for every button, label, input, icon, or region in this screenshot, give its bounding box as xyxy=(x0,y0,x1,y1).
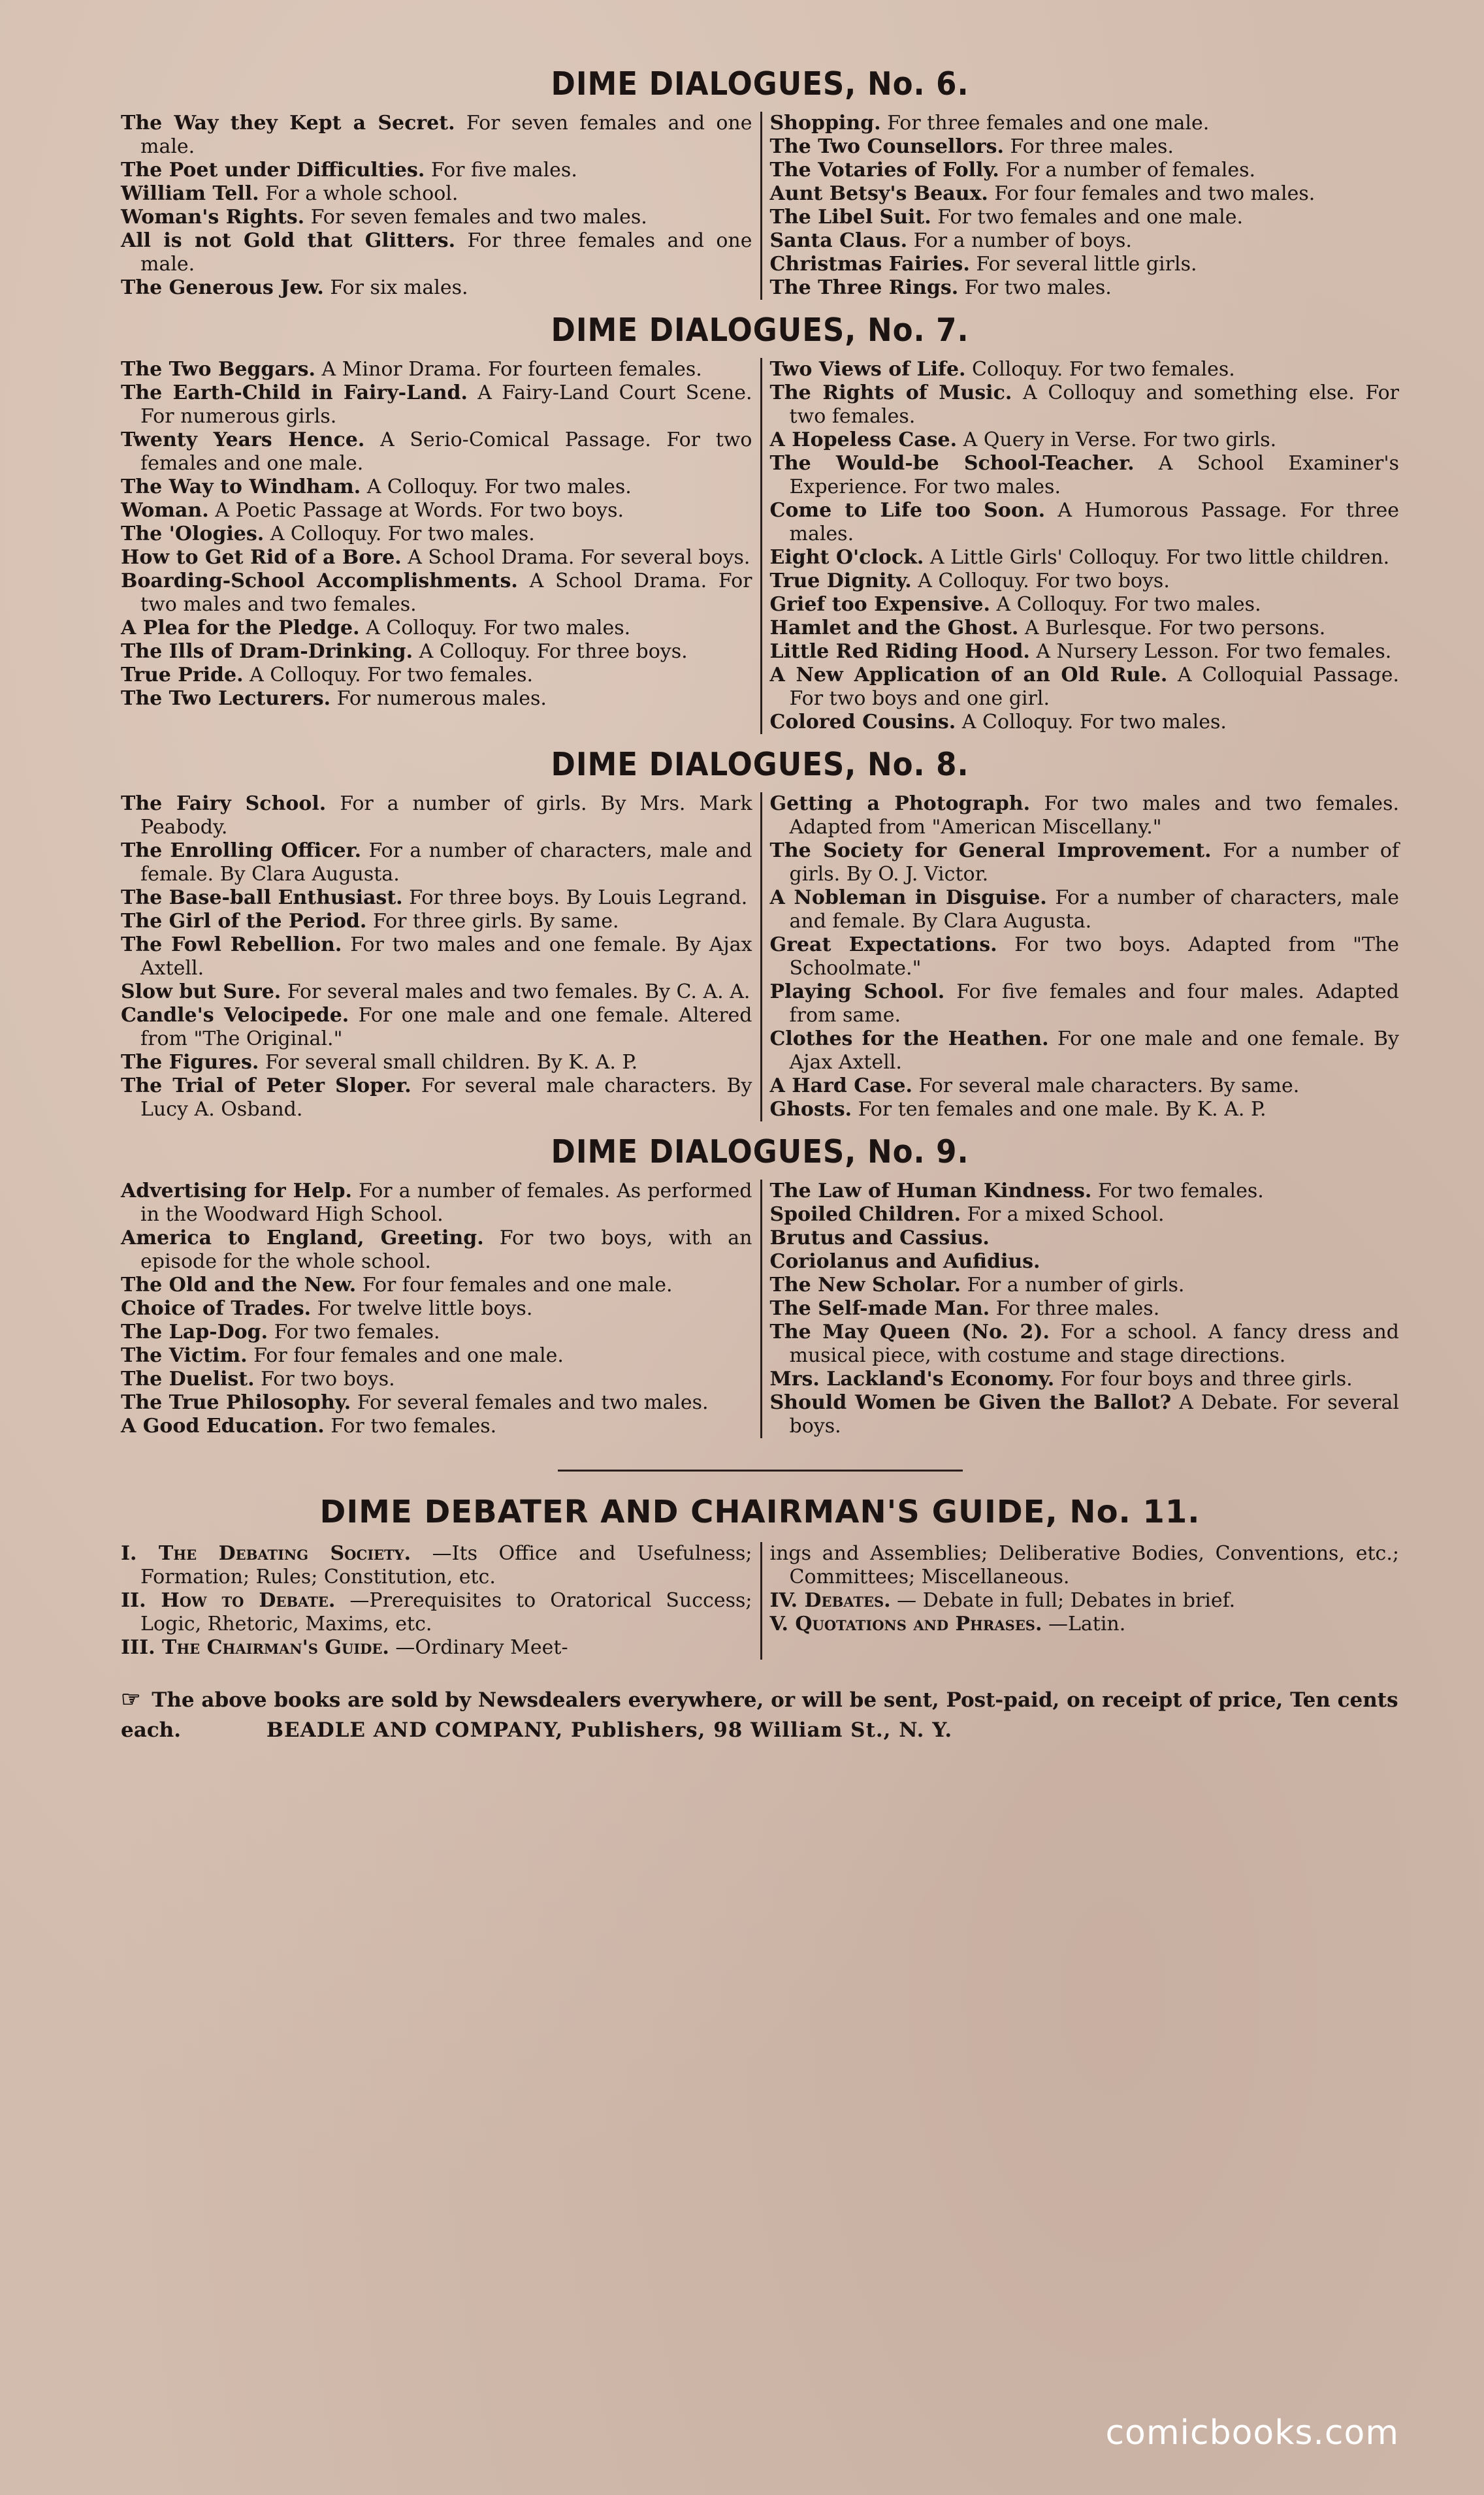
entry-description: For a number of females. xyxy=(1005,159,1256,182)
catalog-entry xyxy=(121,664,752,687)
debater-section xyxy=(121,1494,1399,1660)
entry-title: Slow but Sure. xyxy=(121,980,282,1003)
catalog-entry xyxy=(770,1589,1400,1613)
catalog-entry xyxy=(770,1227,1400,1250)
entry-description: For a number of girls. xyxy=(967,1274,1185,1296)
catalog-entry xyxy=(121,475,752,499)
entry-description: For two females. xyxy=(331,1415,497,1438)
catalog-entry xyxy=(770,1203,1400,1227)
left-column xyxy=(121,112,760,300)
entry-title: All is not Gold that Glitters. xyxy=(121,229,456,252)
publisher-line: BEADLE AND COMPANY, Publishers, 98 William St., N. Y. xyxy=(266,1718,953,1742)
entry-title: Christmas Fairies. xyxy=(769,253,970,276)
entry-title: The Base-ball Enthusiast. xyxy=(121,886,403,909)
entry-description: Colloquy. For two females. xyxy=(972,358,1235,381)
catalog-entry xyxy=(770,839,1400,886)
right-column xyxy=(760,792,1400,1121)
entry-description: A Colloquy. For two females. xyxy=(250,664,534,686)
entry-description: For several males and two females. By C. A. A. xyxy=(287,980,750,1003)
catalog-entry xyxy=(770,358,1400,381)
entry-description: A Poetic Passage at Words. For two boys. xyxy=(215,499,624,522)
entry-title: Great Expectations. xyxy=(769,933,997,956)
entry-title: The Would-be School-Teacher. xyxy=(769,452,1135,475)
entry-description: For a number of girls. By Mrs. Mark Peabody. xyxy=(140,792,752,839)
catalog-entry xyxy=(770,1321,1400,1368)
entry-description: For six males. xyxy=(330,276,468,299)
entry-title: The Three Rings. xyxy=(769,276,959,299)
entry-description: For two boys. xyxy=(261,1368,395,1391)
catalog-entry xyxy=(121,229,752,276)
catalog-entry xyxy=(770,159,1400,182)
catalog-entry xyxy=(770,253,1400,276)
entry-description: For several male characters. By Lucy A. Osband. xyxy=(140,1074,752,1121)
catalog-entry xyxy=(121,1321,752,1344)
entry-title: Woman. xyxy=(121,499,209,522)
entry-description: For a mixed School. xyxy=(967,1203,1165,1226)
catalog-entry xyxy=(770,1368,1400,1391)
entry-title: Ghosts. xyxy=(769,1098,852,1121)
catalog-entry xyxy=(770,640,1400,664)
entry-title: The Lap-Dog. xyxy=(121,1321,268,1344)
entry-description: A Colloquy. For two males. xyxy=(366,617,631,639)
catalog-entry xyxy=(770,1542,1400,1589)
catalog-entry xyxy=(770,1613,1400,1636)
left-column xyxy=(121,1180,760,1438)
entry-description: For twelve little boys. xyxy=(317,1297,533,1320)
catalog-entry xyxy=(121,933,752,980)
entry-title: The Two Lecturers. xyxy=(121,687,331,710)
catalog-entry xyxy=(121,1368,752,1391)
section-title: DIME DIALOGUES, No. 7. xyxy=(551,312,969,349)
catalog-entry xyxy=(121,1391,752,1415)
catalog-entry xyxy=(770,182,1400,206)
entry-title: How to Get Rid of a Bore. xyxy=(121,546,402,569)
catalog-entry xyxy=(770,1274,1400,1297)
entry-description: For four females and one male. xyxy=(362,1274,673,1296)
entry-title: The Libel Suit. xyxy=(769,206,931,229)
entry-description: A Fairy-Land Court Scene. For numerous girls. xyxy=(140,381,752,428)
entry-title: Choice of Trades. xyxy=(121,1297,312,1320)
site-watermark: comicbooks.com xyxy=(1105,2413,1399,2453)
catalog-entry xyxy=(770,428,1400,452)
entry-title: The New Scholar. xyxy=(769,1274,961,1296)
entry-title: Mrs. Lackland's Economy. xyxy=(769,1368,1055,1391)
entry-title: The Girl of the Period. xyxy=(121,910,367,933)
catalog-entry xyxy=(121,1004,752,1051)
entry-title: Hamlet and the Ghost. xyxy=(769,617,1019,639)
entry-title: III. The Chairman's Guide. xyxy=(121,1636,389,1659)
entry-title: The May Queen (No. 2). xyxy=(769,1321,1050,1344)
catalog-entry xyxy=(121,1297,752,1321)
catalog-entry xyxy=(121,206,752,229)
catalog-entry xyxy=(121,570,752,617)
section-title: DIME DIALOGUES, No. 8. xyxy=(551,746,969,783)
entry-description: For several male characters. By same. xyxy=(918,1074,1300,1097)
entry-description: A Minor Drama. For fourteen females. xyxy=(321,358,702,381)
debater-title: DIME DEBATER AND CHAIRMAN'S GUIDE, No. 11. xyxy=(319,1494,1201,1530)
entry-title: A Plea for the Pledge. xyxy=(121,617,360,639)
entry-title: America to England, Greeting. xyxy=(121,1227,484,1249)
entry-description: For three females and one male. xyxy=(887,112,1210,135)
entry-title: The Two Beggars. xyxy=(121,358,315,381)
footer-text: The above books are sold by Newsdealers everywhere, or will be sent, Post-paid, on receipt of price, Ten cents each. xyxy=(121,1688,1398,1742)
catalog-entry xyxy=(121,910,752,933)
entry-title: A Hard Case. xyxy=(769,1074,912,1097)
catalog-entry xyxy=(770,229,1400,253)
catalog-entry xyxy=(770,570,1400,593)
entry-description: For two females and one male. xyxy=(937,206,1244,229)
catalog-entry xyxy=(121,182,752,206)
entry-description: A School Drama. For two males and two females. xyxy=(140,570,752,616)
catalog-entry xyxy=(770,206,1400,229)
section-title: DIME DIALOGUES, No. 9. xyxy=(551,1133,969,1170)
catalog-entry xyxy=(121,112,752,159)
entry-title: The Way to Windham. xyxy=(121,475,361,498)
right-column xyxy=(760,1180,1400,1438)
entry-description: —Ordinary Meet- xyxy=(395,1636,568,1659)
catalog-entry xyxy=(121,546,752,570)
catalog-entry xyxy=(121,1344,752,1368)
dialogues-sections xyxy=(121,65,1399,1438)
catalog-entry xyxy=(121,1636,752,1660)
entry-title: William Tell. xyxy=(121,182,259,205)
catalog-entry xyxy=(770,1250,1400,1274)
left-column xyxy=(121,358,760,734)
entry-title: The Ills of Dram-Drinking. xyxy=(121,640,413,663)
entry-description: For one male and one female. Altered from "The Original." xyxy=(140,1004,752,1050)
entry-title: True Pride. xyxy=(121,664,244,686)
entry-title: Little Red Riding Hood. xyxy=(769,640,1030,663)
entry-description: A Colloquy. For two males. xyxy=(961,711,1227,733)
entry-title: The Fairy School. xyxy=(121,792,327,815)
section-columns xyxy=(121,112,1399,300)
catalog-entry xyxy=(770,933,1400,980)
entry-description: —Latin. xyxy=(1048,1613,1126,1635)
entry-title: A Good Education. xyxy=(121,1415,325,1438)
section-columns xyxy=(121,358,1399,734)
entry-title: The Trial of Peter Sloper. xyxy=(121,1074,411,1097)
footer-notice xyxy=(121,1684,1399,1745)
pointing-hand-icon: ☞ xyxy=(121,1686,141,1713)
catalog-entry xyxy=(121,617,752,640)
entry-description: For five males. xyxy=(430,159,577,182)
entry-title: The Duelist. xyxy=(121,1368,255,1391)
entry-description: For a number of characters, male and female. By Clara Augusta. xyxy=(140,839,752,886)
entry-title: Eight O'clock. xyxy=(769,546,924,569)
entry-title: Shopping. xyxy=(769,112,881,135)
entry-title: Colored Cousins. xyxy=(769,711,956,733)
entry-description: For four boys and three girls. xyxy=(1060,1368,1353,1391)
entry-title: I. The Debating Society. xyxy=(121,1542,411,1565)
entry-title: The Votaries of Folly. xyxy=(769,159,999,182)
entry-description: For several little girls. xyxy=(976,253,1197,276)
entry-description: A Serio-Comical Passage. For two females and one male. xyxy=(140,428,752,475)
entry-title: Twenty Years Hence. xyxy=(121,428,365,451)
entry-description: For several females and two males. xyxy=(357,1391,709,1414)
entry-title: Grief too Expensive. xyxy=(769,593,990,616)
catalog-entry xyxy=(770,112,1400,135)
catalog-entry xyxy=(121,1051,752,1074)
entry-description: A School Drama. For several boys. xyxy=(408,546,750,569)
entry-title: A Hopeless Case. xyxy=(769,428,958,451)
entry-description: ings and Assemblies; Deliberative Bodies, Conventions, etc.; Committees; Miscellaneous. xyxy=(769,1542,1399,1588)
catalog-entry xyxy=(121,523,752,546)
entry-title: The Generous Jew. xyxy=(121,276,324,299)
catalog-entry xyxy=(770,617,1400,640)
entry-title: The True Philosophy. xyxy=(121,1391,351,1414)
entry-description: For three girls. By same. xyxy=(372,910,619,933)
catalog-entry xyxy=(121,159,752,182)
entry-title: Spoiled Children. xyxy=(769,1203,961,1226)
catalog-entry xyxy=(121,381,752,428)
entry-description: For several small children. By K. A. P. xyxy=(265,1051,638,1074)
entry-description: For two males and one female. By Ajax Axtell. xyxy=(140,933,752,980)
catalog-entry xyxy=(770,546,1400,570)
entry-description: A Colloquy. For two boys. xyxy=(918,570,1170,592)
entry-title: The Two Counsellors. xyxy=(769,135,1004,158)
section-title: DIME DIALOGUES, No. 6. xyxy=(551,65,969,103)
catalog-entry xyxy=(121,640,752,664)
entry-description: For a whole school. xyxy=(265,182,459,205)
catalog-entry xyxy=(770,1391,1400,1438)
entry-title: A New Application of an Old Rule. xyxy=(769,664,1168,686)
catalog-entry xyxy=(121,1542,752,1589)
entry-title: Advertising for Help. xyxy=(121,1180,352,1202)
catalog-entry xyxy=(121,428,752,475)
entry-description: A Little Girls' Colloquy. For two little children. xyxy=(929,546,1390,569)
entry-title: Brutus and Cassius. xyxy=(769,1227,990,1249)
entry-title: II. How to Debate. xyxy=(121,1589,336,1612)
catalog-entry xyxy=(770,1180,1400,1203)
entry-title: A Nobleman in Disguise. xyxy=(769,886,1047,909)
entry-title: Two Views of Life. xyxy=(769,358,966,381)
entry-description: A Colloquy. For two males. xyxy=(270,523,535,545)
entry-title: Santa Claus. xyxy=(769,229,908,252)
dialogues-section xyxy=(121,312,1399,734)
entry-description: A Colloquy. For two males. xyxy=(996,593,1261,616)
section-columns xyxy=(121,792,1399,1121)
entry-description: —Prerequisites to Oratorical Success; Logic, Rhetoric, Maxims, etc. xyxy=(140,1589,752,1635)
catalog-entry xyxy=(770,1297,1400,1321)
debater-columns xyxy=(121,1542,1399,1660)
section-divider xyxy=(558,1470,963,1472)
entry-description: For seven females and one male. xyxy=(140,112,752,158)
catalog-entry xyxy=(121,1074,752,1121)
dialogues-section xyxy=(121,746,1399,1121)
entry-description: For ten females and one male. By K. A. P. xyxy=(858,1098,1266,1121)
catalog-entry xyxy=(121,499,752,523)
catalog-entry xyxy=(770,381,1400,428)
entry-description: For three females and one male. xyxy=(140,229,752,276)
entry-title: The Fowl Rebellion. xyxy=(121,933,342,956)
catalog-entry xyxy=(770,980,1400,1027)
entry-title: Playing School. xyxy=(769,980,945,1003)
catalog-entry xyxy=(121,980,752,1004)
entry-description: For three males. xyxy=(1010,135,1174,158)
entry-title: The Way they Kept a Secret. xyxy=(121,112,455,135)
entry-description: A Colloquy. For two males. xyxy=(366,475,632,498)
catalog-entry xyxy=(121,1415,752,1438)
catalog-entry xyxy=(121,1274,752,1297)
entry-description: For two females. xyxy=(274,1321,440,1344)
entry-title: The Poet under Difficulties. xyxy=(121,159,425,182)
entry-title: The Old and the New. xyxy=(121,1274,357,1296)
catalog-entry xyxy=(770,886,1400,933)
entry-title: The Enrolling Officer. xyxy=(121,839,362,862)
entry-description: For two females. xyxy=(1097,1180,1264,1202)
entry-title: The Society for General Improvement. xyxy=(769,839,1212,862)
entry-description: For five females and four males. Adapted from same. xyxy=(789,980,1399,1027)
entry-title: Candle's Velocipede. xyxy=(121,1004,349,1027)
entry-description: A Colloquial Passage. For two boys and one girl. xyxy=(789,664,1399,710)
catalog-entry xyxy=(770,1098,1400,1121)
entry-title: Woman's Rights. xyxy=(121,206,305,229)
entry-description: For seven females and two males. xyxy=(310,206,647,229)
catalog-entry xyxy=(121,839,752,886)
entry-description: For four females and one male. xyxy=(253,1344,564,1367)
entry-description: A School Examiner's Experience. For two males. xyxy=(789,452,1399,498)
entry-description: For two males. xyxy=(964,276,1112,299)
entry-description: —Its Office and Usefulness; Formation; Rules; Constitution, etc. xyxy=(140,1542,752,1588)
entry-description: For four females and two males. xyxy=(994,182,1315,205)
catalog-entry xyxy=(770,1074,1400,1098)
catalog-entry xyxy=(770,135,1400,159)
catalog-entry xyxy=(770,499,1400,546)
entry-title: The Earth-Child in Fairy-Land. xyxy=(121,381,468,404)
catalog-entry xyxy=(770,711,1400,734)
entry-description: For three males. xyxy=(995,1297,1160,1320)
entry-description: For a number of characters, male and female. By Clara Augusta. xyxy=(789,886,1400,933)
entry-description: A Colloquy and something else. For two females. xyxy=(789,381,1399,428)
entry-title: The Victim. xyxy=(121,1344,248,1367)
entry-description: A Colloquy. For three boys. xyxy=(419,640,688,663)
entry-title: The Self-made Man. xyxy=(769,1297,990,1320)
catalog-entry xyxy=(770,593,1400,617)
debater-right-column xyxy=(760,1542,1400,1660)
catalog-entry xyxy=(121,1589,752,1636)
entry-title: The Law of Human Kindness. xyxy=(769,1180,1092,1202)
right-column xyxy=(760,358,1400,734)
dialogues-section xyxy=(121,65,1399,300)
entry-title: Aunt Betsy's Beaux. xyxy=(769,182,988,205)
catalog-entry xyxy=(770,1027,1400,1074)
catalog-entry xyxy=(121,792,752,839)
entry-description: For two males and two females. Adapted from "American Miscellany." xyxy=(789,792,1399,839)
entry-title: IV. Debates. xyxy=(769,1589,891,1612)
dialogues-section xyxy=(121,1133,1399,1438)
entry-description: For a school. A fancy dress and musical piece, with costume and stage directions. xyxy=(789,1321,1399,1367)
catalog-entry xyxy=(121,1227,752,1274)
entry-description: A Debate. For several boys. xyxy=(789,1391,1399,1438)
left-column xyxy=(121,792,760,1121)
debater-left-column xyxy=(121,1542,760,1660)
entry-description: For a number of boys. xyxy=(913,229,1132,252)
entry-title: The 'Ologies. xyxy=(121,523,265,545)
entry-title: Should Women be Given the Ballot? xyxy=(769,1391,1172,1414)
catalog-entry xyxy=(770,664,1400,711)
catalog-entry xyxy=(121,886,752,910)
catalog-entry xyxy=(770,276,1400,300)
entry-description: For three boys. By Louis Legrand. xyxy=(409,886,748,909)
catalog-entry xyxy=(770,452,1400,499)
section-columns xyxy=(121,1180,1399,1438)
catalog-entry xyxy=(121,1180,752,1227)
catalog-entry xyxy=(121,687,752,711)
entry-title: The Rights of Music. xyxy=(769,381,1012,404)
entry-description: For numerous males. xyxy=(336,687,547,710)
entry-description: For a number of females. As performed in the Woodward High School. xyxy=(140,1180,752,1226)
entry-description: A Query in Verse. For two girls. xyxy=(963,428,1277,451)
entry-title: The Figures. xyxy=(121,1051,259,1074)
entry-title: Getting a Photograph. xyxy=(769,792,1031,815)
entry-description: — Debate in full; Debates in brief. xyxy=(897,1589,1236,1612)
entry-title: True Dignity. xyxy=(769,570,912,592)
entry-title: V. Quotations and Phrases. xyxy=(769,1613,1042,1635)
entry-description: For a number of girls. By O. J. Victor. xyxy=(789,839,1399,886)
entry-title: Come to Life too Soon. xyxy=(769,499,1046,522)
right-column xyxy=(760,112,1400,300)
entry-description: For two boys, with an episode for the whole school. xyxy=(140,1227,752,1273)
catalog-entry xyxy=(121,276,752,300)
catalog-entry xyxy=(770,792,1400,839)
entry-description: A Nursery Lesson. For two females. xyxy=(1036,640,1392,663)
entry-description: For two boys. Adapted from "The Schoolmate." xyxy=(789,933,1399,980)
entry-description: A Burlesque. For two persons. xyxy=(1024,617,1326,639)
entry-title: Clothes for the Heathen. xyxy=(769,1027,1049,1050)
entry-title: Boarding-School Accomplishments. xyxy=(121,570,518,592)
entry-description: A Humorous Passage. For three males. xyxy=(789,499,1399,545)
catalog-entry xyxy=(121,358,752,381)
entry-title: Coriolanus and Aufidius. xyxy=(769,1250,1040,1273)
entry-description: For one male and one female. By Ajax Axtell. xyxy=(789,1027,1400,1074)
